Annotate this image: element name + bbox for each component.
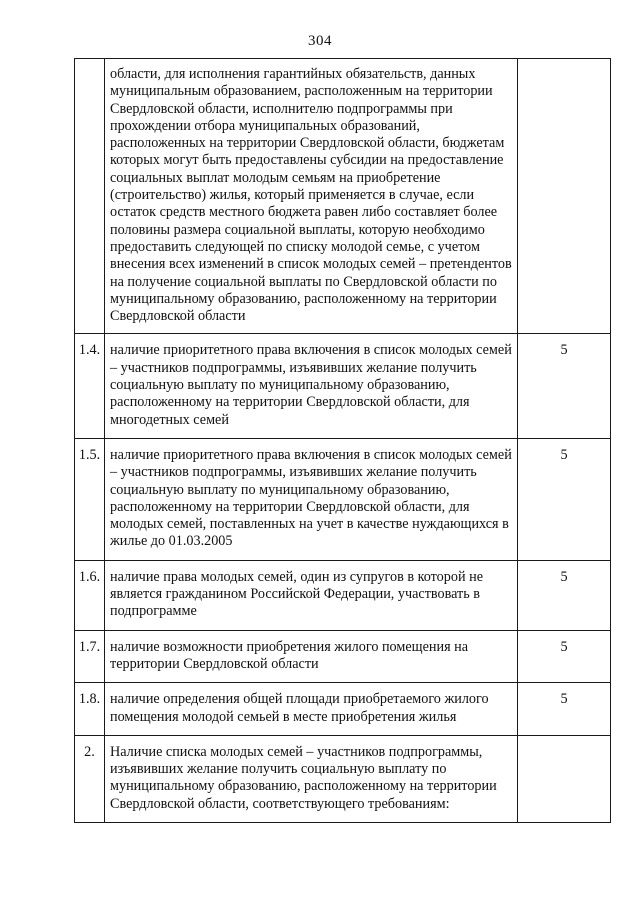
row-number: 1.8. xyxy=(75,683,105,736)
table-row xyxy=(75,630,611,683)
row-score xyxy=(518,735,611,822)
row-number: 1.4. xyxy=(75,334,105,438)
row-score: 5 xyxy=(518,438,611,560)
row-text: наличие определения общей площади приобретаемого жилого помещения молодой семьей в месте приобретения жилья xyxy=(105,683,518,736)
row-score xyxy=(518,59,611,334)
row-number: 1.7. xyxy=(75,630,105,683)
table-row xyxy=(75,560,611,630)
row-score: 5 xyxy=(518,630,611,683)
row-score: 5 xyxy=(518,334,611,438)
row-text: наличие возможности приобретения жилого помещения на территории Свердловской области xyxy=(105,630,518,683)
row-score: 5 xyxy=(518,560,611,630)
page-number: 304 xyxy=(308,33,332,49)
row-number xyxy=(75,59,105,334)
table-row xyxy=(75,334,611,438)
table-row xyxy=(75,683,611,736)
table-row xyxy=(75,59,611,334)
row-score: 5 xyxy=(518,683,611,736)
criteria-table xyxy=(74,58,611,823)
row-number: 1.6. xyxy=(75,560,105,630)
row-text: области, для исполнения гарантийных обязательств, данных муниципальным образованием, расположенным на территории Свердловской области, исполнителю подпрограммы при прохождении отбора муниципальных образований, расположенных на территории Свердловской области, бюджетам которых могут быть предоставлены субсидии на предоставление социальных выплат молодым семьям на приобретение (строительство) жилья, который применяется в случае, если остаток средств местного бюджета равен либо составляет более половины размера социальной выплаты, которую необходимо предоставить следующей по списку молодой семье, с учетом внесения всех изменений в список молодых семей – претендентов на получение социальной выплаты по Свердловской области по муниципальному образованию, расположенному на территории Свердловской области xyxy=(105,59,518,334)
row-text: наличие права молодых семей, один из супругов в которой не является гражданином Российской Федерации, участвовать в подпрограмме xyxy=(105,560,518,630)
row-text: наличие приоритетного права включения в список молодых семей – участников подпрограммы, изъявивших желание получить социальную выплату по муниципальному образованию, расположенному на территории Свердловской области, для молодых семей, поставленных на учет в качестве нуждающихся в жилье до 01.03.2005 xyxy=(105,438,518,560)
row-number: 2. xyxy=(75,735,105,822)
table-row xyxy=(75,438,611,560)
row-number: 1.5. xyxy=(75,438,105,560)
row-text: Наличие списка молодых семей – участников подпрограммы, изъявивших желание получить социальную выплату по муниципальному образованию, расположенному на территории Свердловской области, соответствующего требованиям: xyxy=(105,735,518,822)
row-text: наличие приоритетного права включения в список молодых семей – участников подпрограммы, изъявивших желание получить социальную выплату по муниципальному образованию, расположенному на территории Свердловской области, для многодетных семей xyxy=(105,334,518,438)
table-row xyxy=(75,735,611,822)
